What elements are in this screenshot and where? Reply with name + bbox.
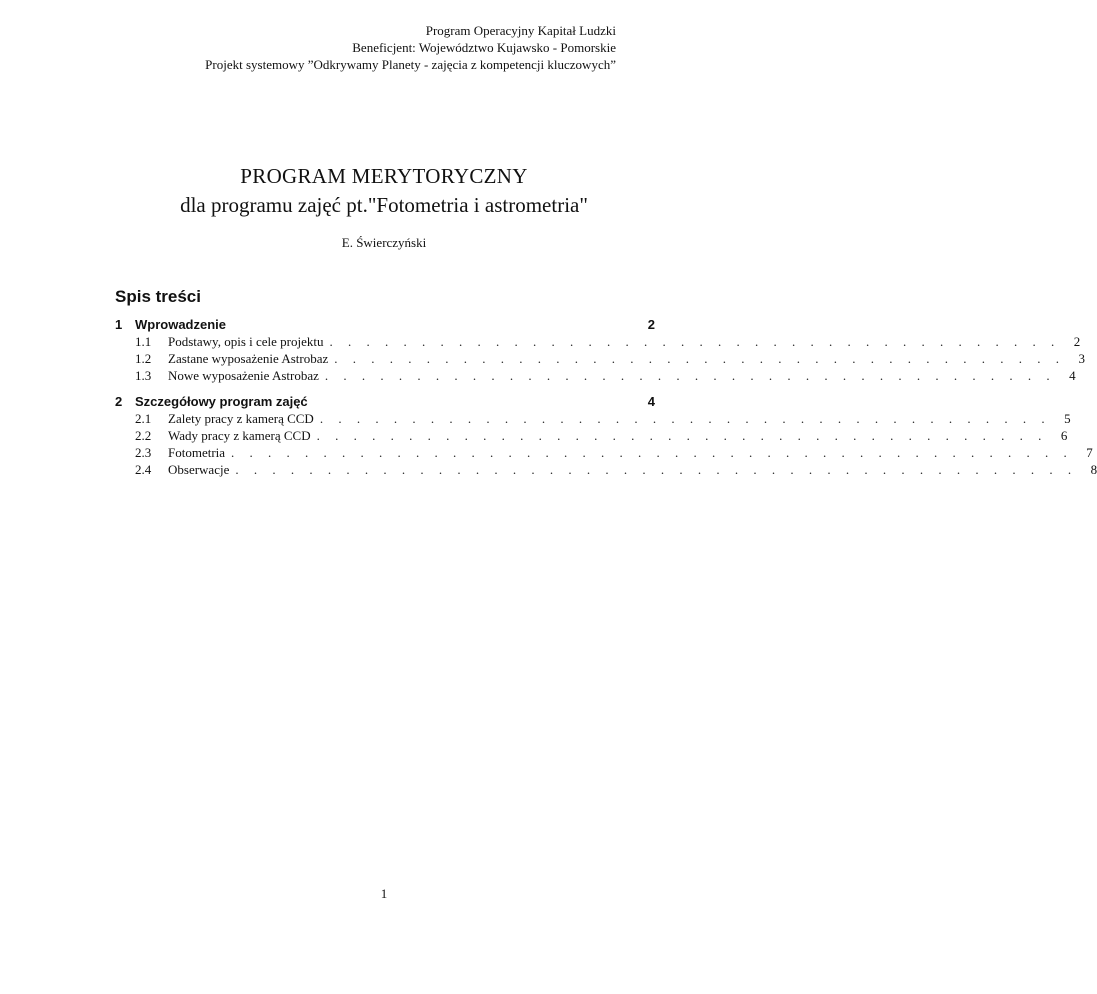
toc-entry-page: 3 — [1078, 351, 1086, 366]
toc-dot-leader: . . . . . . . . . . . . . . . . . . . . . . . . . . . . . . . . . . . . . . . . — [324, 368, 1056, 383]
toc-dot-leader: . . . . . . . . . . . . . . . . . . . . . . . . . . . . . . . . . . . . . . . . — [334, 351, 1066, 366]
toc-dot-leader: . . . . . . . . . . . . . . . . . . . . . . . . . . . . . . . . . . . . . . . . . . . . . . — [235, 462, 1078, 477]
toc-entry[interactable] — [115, 411, 1071, 428]
toc-entry[interactable] — [115, 351, 1086, 368]
page-header — [205, 22, 616, 73]
toc-entry-number: 1.3 — [135, 368, 152, 383]
document-author: E. Świerczyński — [341, 235, 427, 250]
toc-entry[interactable] — [115, 334, 1081, 351]
toc-entry[interactable] — [115, 462, 1097, 479]
toc-entry-label: Obserwacje — [168, 462, 230, 477]
toc-entry-number: 2 — [115, 394, 123, 409]
header-line-project: Projekt systemowy ”Odkrywamy Planety - zajęcia z kompetencji kluczowych” — [205, 57, 616, 72]
toc-entry-label: Podstawy, opis i cele projektu — [168, 334, 324, 349]
toc-dot-leader: . . . . . . . . . . . . . . . . . . . . . . . . . . . . . . . . . . . . . . . . . . . . . . — [231, 445, 1073, 460]
toc-entry-page: 2 — [647, 317, 655, 332]
toc-entry-number: 2.4 — [135, 462, 152, 477]
document-subtitle: dla programu zajęć pt."Fotometria i astrometria" — [180, 193, 588, 217]
toc-entry[interactable] — [115, 317, 655, 334]
toc-entry-number: 2.1 — [135, 411, 152, 426]
toc-entry-page: 4 — [647, 394, 655, 409]
toc-entry-page: 7 — [1086, 445, 1093, 460]
toc-entry-page: 8 — [1090, 462, 1097, 477]
toc-entry-number: 2.2 — [135, 428, 152, 443]
toc-entry-label: Wady pracy z kamerą CCD — [168, 428, 311, 443]
page-number: 1 — [380, 886, 388, 901]
toc-entry-page: 4 — [1069, 368, 1076, 383]
toc-entry-label: Zastane wyposażenie Astrobaz — [168, 351, 329, 366]
toc-dot-leader: . . . . . . . . . . . . . . . . . . . . . . . . . . . . . . . . . . . . . . . . — [329, 334, 1061, 349]
toc-entry-label: Wprowadzenie — [135, 317, 227, 332]
toc-entry[interactable] — [115, 394, 655, 411]
toc-entry-number: 1.2 — [135, 351, 152, 366]
header-line-beneficiary: Beneficjent: Województwo Kujawsko - Pomorskie — [352, 40, 616, 55]
toc-entry-page: 2 — [1073, 334, 1081, 349]
toc-dot-leader: . . . . . . . . . . . . . . . . . . . . . . . . . . . . . . . . . . . . . . . . — [316, 428, 1048, 443]
toc-entry-number: 1.1 — [135, 334, 152, 349]
toc-entry-page: 6 — [1060, 428, 1068, 443]
toc-entry-label: Zalety pracy z kamerą CCD — [168, 411, 314, 426]
toc-entry-label: Szczegółowy program zajęć — [135, 394, 308, 409]
toc-entry[interactable] — [115, 428, 1068, 445]
toc-section-2 — [115, 394, 1097, 479]
toc-entry-number: 2.3 — [135, 445, 152, 460]
toc-entry-page: 5 — [1064, 411, 1071, 426]
toc-entry-label: Nowe wyposażenie Astrobaz — [168, 368, 319, 383]
document-title: PROGRAM MERYTORYCZNY — [240, 164, 528, 188]
toc-dot-leader: . . . . . . . . . . . . . . . . . . . . . . . . . . . . . . . . . . . . . . . . — [319, 411, 1051, 426]
header-line-program: Program Operacyjny Kapitał Ludzki — [425, 23, 616, 38]
toc-entry[interactable] — [115, 445, 1093, 462]
toc-entry[interactable] — [115, 368, 1076, 385]
toc-section-1 — [115, 317, 1086, 385]
toc-heading: Spis treści — [115, 287, 201, 306]
toc-entry-number: 1 — [115, 317, 123, 332]
toc-entry-label: Fotometria — [168, 445, 226, 460]
